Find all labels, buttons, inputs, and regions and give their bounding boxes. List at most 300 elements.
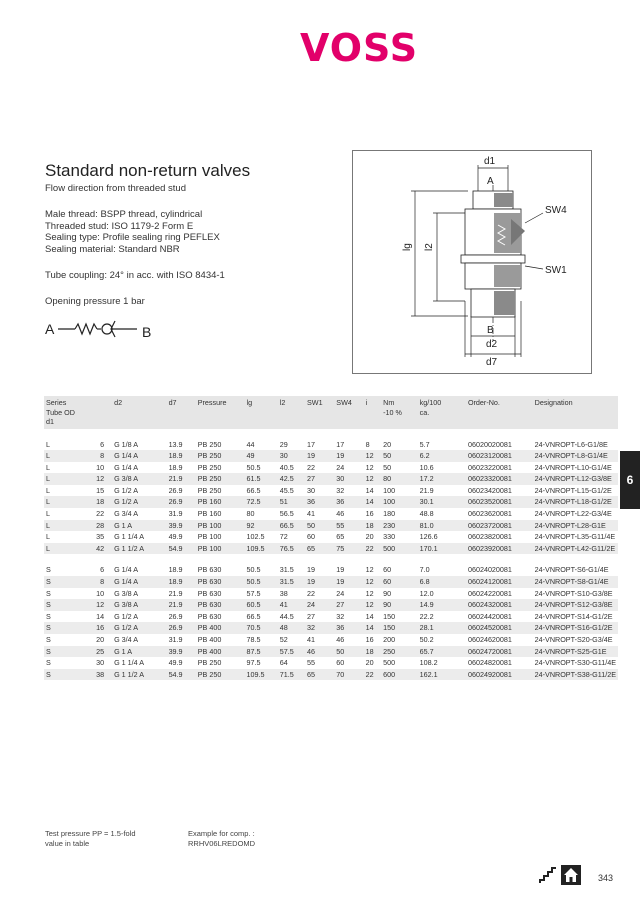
table-cell: 46 xyxy=(336,509,345,519)
table-cell: 24-VNROPT-S20-G3/4E xyxy=(534,635,613,644)
col-pressure: Pressure xyxy=(196,396,245,429)
table-cell: L xyxy=(46,462,50,472)
table-cell: 28.1 xyxy=(418,622,466,634)
table-cell: 31.5 xyxy=(278,576,305,588)
table-cell: 22 xyxy=(364,543,382,555)
table-cell: 22 xyxy=(307,588,316,598)
tube-coupling: Tube coupling: 24° in acc. with ISO 8434-1 xyxy=(45,270,225,281)
valve-body-outline xyxy=(461,191,525,317)
table-cell: 17 xyxy=(336,439,345,449)
table-cell: 19 xyxy=(336,565,345,575)
table-cell: PB 250 xyxy=(197,658,222,668)
table-cell: 06023120081 xyxy=(466,450,533,462)
table-cell: 92 xyxy=(245,520,278,532)
table-cell: 27 xyxy=(334,599,363,611)
table-cell: 126.6 xyxy=(419,532,438,542)
table-cell: 10.6 xyxy=(419,462,434,472)
table-cell: PB 100 xyxy=(196,520,245,532)
table-cell: 21.9 xyxy=(167,599,196,611)
table-cell: S xyxy=(46,635,51,644)
table-cell: 46 xyxy=(305,646,334,658)
dim-lg-label: lg xyxy=(402,243,413,251)
product-table xyxy=(44,396,618,680)
table-cell: 41 xyxy=(307,635,316,644)
table-cell: S xyxy=(46,658,51,668)
table-cell: 90 xyxy=(381,599,417,611)
table-cell: 102.5 xyxy=(246,532,265,542)
table-cell: 60.5 xyxy=(245,599,278,611)
series-l-group xyxy=(44,439,618,555)
table-cell: 24-VNROPT-L8-G1/4E xyxy=(533,450,618,462)
table-cell: 46 xyxy=(336,635,345,644)
table-cell: 24-VNROPT-L15-G1/2E xyxy=(534,485,612,495)
table-cell: 28 xyxy=(94,520,112,532)
table-cell: 12 xyxy=(365,588,374,598)
table-cell: 26.9 xyxy=(167,496,196,508)
table-cell: 16 xyxy=(365,635,374,644)
table-cell: 24-VNROPT-S16-G1/2E xyxy=(533,622,618,634)
spec-sealing-material: Sealing material: Standard NBR xyxy=(45,243,180,255)
table-cell: 66.5 xyxy=(278,520,305,532)
table-cell: 06024020081 xyxy=(467,565,512,575)
table-cell: 57.5 xyxy=(278,646,305,658)
table-cell: 49 xyxy=(245,450,278,462)
flow-direction: Flow direction from threaded stud xyxy=(45,183,186,194)
table-cell: 150 xyxy=(383,611,396,621)
check-valve-symbol xyxy=(45,317,165,344)
table-row xyxy=(44,473,618,485)
col-sw4: SW4 xyxy=(334,396,363,429)
table-cell: 50 xyxy=(381,450,417,462)
col-designation: Designation xyxy=(533,396,618,429)
table-cell: L xyxy=(46,485,50,495)
table-cell: 41 xyxy=(278,599,305,611)
table-cell: 06023820081 xyxy=(467,532,512,542)
table-cell: 39.9 xyxy=(167,520,196,532)
table-cell: 06023420081 xyxy=(467,485,512,495)
table-cell: 36 xyxy=(334,622,363,634)
table-cell: 6.8 xyxy=(418,576,466,588)
table-cell: 41 xyxy=(307,509,316,519)
table-cell: 18.9 xyxy=(167,450,196,462)
table-cell: G 3/8 A xyxy=(112,599,166,611)
table-cell: G 1 1/4 A xyxy=(114,658,145,668)
table-cell: S xyxy=(44,646,94,658)
table-cell: 30 xyxy=(278,450,305,462)
table-cell: 170.1 xyxy=(418,543,466,555)
table-cell: 57.5 xyxy=(246,588,261,598)
table-cell: 13.9 xyxy=(168,439,183,449)
table-cell: PB 250 xyxy=(197,439,222,449)
table-cell: 10 xyxy=(96,462,105,472)
table-row xyxy=(44,531,618,543)
table-header-row xyxy=(44,396,618,429)
opening-pressure: Opening pressure 1 bar xyxy=(45,296,145,307)
table-cell: 600 xyxy=(381,669,417,681)
table-cell: 35 xyxy=(96,532,105,542)
table-cell: 32 xyxy=(336,611,345,621)
table-cell: 50.5 xyxy=(246,462,261,472)
table-cell: 42.5 xyxy=(278,473,305,485)
table-cell: 250 xyxy=(381,646,417,658)
table-cell: 52 xyxy=(279,635,288,644)
table-cell: 25 xyxy=(94,646,112,658)
table-cell: 22 xyxy=(364,669,382,681)
table-cell: 97.5 xyxy=(246,658,261,668)
table-cell: S xyxy=(44,599,94,611)
table-cell: 20 xyxy=(365,658,374,668)
table-cell: 55 xyxy=(307,658,316,668)
table-cell: 8 xyxy=(94,450,112,462)
table-cell: 65 xyxy=(305,669,334,681)
spring-icon xyxy=(75,324,97,334)
table-cell: 06020020081 xyxy=(467,439,512,449)
table-cell: 06024420081 xyxy=(467,611,512,621)
check-valve-symbol-graphic xyxy=(45,317,165,341)
table-cell: 18.9 xyxy=(168,462,183,472)
table-cell: 32 xyxy=(305,622,334,634)
table-row xyxy=(44,576,618,588)
table-cell: 12 xyxy=(94,599,112,611)
table-cell: PB 250 xyxy=(196,450,245,462)
table-cell: 76.5 xyxy=(278,543,305,555)
table-cell: 330 xyxy=(383,532,396,542)
table-cell: 6 xyxy=(100,439,105,449)
table-cell: 48 xyxy=(278,622,305,634)
table-cell: 24 xyxy=(336,588,345,598)
table-cell: 6.2 xyxy=(418,450,466,462)
table-cell: 15 xyxy=(96,485,105,495)
table-cell: 65.7 xyxy=(418,646,466,658)
dim-d1-label: d1 xyxy=(484,156,496,167)
table-row xyxy=(44,646,618,658)
table-cell: 24-VNROPT-L22-G3/4E xyxy=(534,509,612,519)
table-cell: 70 xyxy=(334,669,363,681)
series-s-group xyxy=(44,564,618,680)
table-row xyxy=(44,450,618,462)
table-cell: 06024820081 xyxy=(467,658,512,668)
table-cell: 18 xyxy=(364,646,382,658)
table-cell: 18.9 xyxy=(167,576,196,588)
dim-d7-label: d7 xyxy=(486,357,498,368)
table-cell: 72 xyxy=(279,532,288,542)
table-cell: 30 xyxy=(334,473,363,485)
table-cell: 60 xyxy=(307,532,316,542)
table-row xyxy=(44,657,618,669)
table-cell: S xyxy=(44,669,94,681)
table-cell: 38 xyxy=(279,588,288,598)
table-cell: 14 xyxy=(365,611,374,621)
valve-cross-section xyxy=(353,151,591,373)
table-cell: 31.9 xyxy=(168,635,183,644)
dim-d2-label: d2 xyxy=(486,339,498,350)
table-cell: 20 xyxy=(96,635,105,644)
table-row xyxy=(44,599,618,611)
col-sw1: SW1 xyxy=(305,396,334,429)
table-cell: 44.5 xyxy=(279,611,294,621)
table-cell: 75 xyxy=(334,543,363,555)
spec-list xyxy=(45,209,220,255)
table-cell: 14 xyxy=(364,496,382,508)
table-cell: 24-VNROPT-S38-G11/2E xyxy=(534,669,616,679)
table-cell: 12 xyxy=(365,462,374,472)
example-note: Example for comp. : RRHV06LREDOMD xyxy=(188,829,256,848)
table-cell: 24-VNROPT-L10-G1/4E xyxy=(534,462,612,472)
table-cell: 48.8 xyxy=(419,509,434,519)
dim-sw4-label: SW4 xyxy=(545,205,567,216)
table-cell: 06024120081 xyxy=(466,576,533,588)
table-cell: 24-VNROPT-S10-G3/8E xyxy=(534,588,613,598)
table-cell: PB 630 xyxy=(197,588,222,598)
table-cell: L xyxy=(44,543,94,555)
chapter-tab[interactable]: 6 xyxy=(620,451,640,509)
table-row xyxy=(44,564,618,576)
table-cell: 50 xyxy=(383,462,392,472)
test-pressure-note: Test pressure PP = 1.5-fold value in table xyxy=(45,829,136,848)
table-cell: G 1/4 A xyxy=(112,576,166,588)
table-cell: 19 xyxy=(334,576,363,588)
spec-threaded-stud: Threaded stud: ISO 1179-2 Form E xyxy=(45,220,194,232)
table-cell: G 1/4 A xyxy=(114,565,139,575)
col-weight: kg/100 ca. xyxy=(418,396,466,429)
table-cell: 06024920081 xyxy=(466,669,533,681)
table-cell: 60 xyxy=(336,658,345,668)
table-cell: 22 xyxy=(307,462,316,472)
table-cell: L xyxy=(44,450,94,462)
table-cell: 27 xyxy=(305,473,334,485)
table-cell: PB 250 xyxy=(197,462,222,472)
table-cell: 06023520081 xyxy=(466,496,533,508)
table-cell: 16 xyxy=(365,509,374,519)
table-cell: G 1/2 A xyxy=(114,485,139,495)
table-cell: 31.9 xyxy=(168,509,183,519)
table-cell: 06024520081 xyxy=(466,622,533,634)
table-cell: 54.9 xyxy=(167,543,196,555)
table-cell: 108.2 xyxy=(419,658,438,668)
table-cell: 61.5 xyxy=(245,473,278,485)
table-cell: 100 xyxy=(381,496,417,508)
table-cell: 500 xyxy=(383,658,396,668)
table-cell: 12 xyxy=(364,450,382,462)
table-cell: 21.9 xyxy=(419,485,434,495)
table-cell: 30 xyxy=(307,485,316,495)
table-cell: PB 250 xyxy=(196,473,245,485)
table-cell: G 3/8 A xyxy=(112,473,166,485)
table-cell: 31.5 xyxy=(279,565,294,575)
table-cell: 72.5 xyxy=(245,496,278,508)
table-cell: S xyxy=(44,622,94,634)
table-cell: 100 xyxy=(383,485,396,495)
table-cell: 20 xyxy=(383,439,392,449)
table-cell: 24-VNROPT-L18-G1/2E xyxy=(533,496,618,508)
table-cell: 32 xyxy=(336,485,345,495)
table-row xyxy=(44,508,618,520)
table-row xyxy=(44,496,618,508)
table-cell: 10 xyxy=(96,588,105,598)
home-icon[interactable] xyxy=(561,865,581,885)
table-cell: 60 xyxy=(383,565,392,575)
table-cell: G 1 A xyxy=(112,520,166,532)
table-cell: 17.2 xyxy=(418,473,466,485)
table-cell: PB 250 xyxy=(196,669,245,681)
table-cell: 80 xyxy=(381,473,417,485)
table-cell: 40.5 xyxy=(279,462,294,472)
table-cell: 42 xyxy=(94,543,112,555)
table-cell: G 3/4 A xyxy=(114,509,139,519)
table-cell: 66.5 xyxy=(246,485,261,495)
table-cell: 06023620081 xyxy=(467,509,512,519)
table-cell: 24-VNROPT-L6-G1/8E xyxy=(534,439,608,449)
table-cell: S xyxy=(46,611,51,621)
table-cell: 51 xyxy=(278,496,305,508)
table-cell: PB 160 xyxy=(196,496,245,508)
table-cell: 5.7 xyxy=(419,439,430,449)
table-cell: 65 xyxy=(336,532,345,542)
table-cell: L xyxy=(46,439,50,449)
spec-sealing-type: Sealing type: Profile sealing ring PEFLEX xyxy=(45,232,220,243)
table-cell: 26.9 xyxy=(168,611,183,621)
table-row xyxy=(44,462,618,474)
spec-male-thread: Male thread: BSPP thread, cylindrical xyxy=(45,209,203,220)
table-cell: 81.0 xyxy=(418,520,466,532)
table-row xyxy=(44,543,618,555)
table-cell: L xyxy=(44,473,94,485)
table-cell: PB 630 xyxy=(196,576,245,588)
table-cell: G 1/4 A xyxy=(114,462,139,472)
table-cell: PB 100 xyxy=(196,543,245,555)
table-cell: 49.9 xyxy=(168,532,183,542)
table-cell: 150 xyxy=(381,622,417,634)
table-cell: 90 xyxy=(383,588,392,598)
dim-l2-label: l2 xyxy=(424,243,435,251)
stairs-icon[interactable] xyxy=(538,865,558,885)
table-cell: 24-VNROPT-S25-G1E xyxy=(533,646,618,658)
table-cell: G 1/2 A xyxy=(114,611,139,621)
table-cell: 24-VNROPT-S30-G11/4E xyxy=(534,658,616,668)
table-row xyxy=(44,669,618,681)
col-lg: lg xyxy=(245,396,278,429)
table-cell: 80 xyxy=(246,509,255,519)
table-cell: 12 xyxy=(364,576,382,588)
table-cell: 14 xyxy=(96,611,105,621)
table-cell: 6 xyxy=(100,565,105,575)
table-cell: 14.9 xyxy=(418,599,466,611)
table-cell: PB 160 xyxy=(197,509,222,519)
table-cell: PB 630 xyxy=(196,599,245,611)
table-row xyxy=(44,588,618,600)
page-number: 343 xyxy=(598,873,614,883)
table-cell: L xyxy=(46,509,50,519)
table-cell: 8 xyxy=(94,576,112,588)
table-cell: 06024720081 xyxy=(466,646,533,658)
table-cell: 12 xyxy=(365,565,374,575)
table-cell: G 1 1/2 A xyxy=(112,669,166,681)
table-cell: 24-VNROPT-S8-G1/4E xyxy=(533,576,618,588)
table-cell: 21.9 xyxy=(167,473,196,485)
table-cell: 17 xyxy=(307,439,316,449)
table-cell: 50 xyxy=(305,520,334,532)
table-cell: PB 250 xyxy=(197,485,222,495)
col-d7: d7 xyxy=(167,396,196,429)
table-row xyxy=(44,485,618,497)
table-cell: PB 630 xyxy=(197,565,222,575)
table-cell: PB 630 xyxy=(197,611,222,621)
table-cell: L xyxy=(46,532,50,542)
voss-logo-graphic xyxy=(300,28,440,68)
table-cell: 56.5 xyxy=(279,509,294,519)
table-cell: PB 400 xyxy=(196,622,245,634)
table-cell: 36 xyxy=(305,496,334,508)
table-cell: G 1/2 A xyxy=(112,496,166,508)
table-cell: S xyxy=(46,565,51,575)
table-cell: 21.9 xyxy=(168,588,183,598)
table-cell: 06024620081 xyxy=(467,635,512,644)
table-cell: 06023220081 xyxy=(467,462,512,472)
col-i: i xyxy=(364,396,382,429)
table-cell: 14 xyxy=(364,622,382,634)
table-cell: 109.5 xyxy=(245,543,278,555)
col-nm: Nm -10 % xyxy=(381,396,417,429)
port-b-label: B xyxy=(487,325,494,336)
table-cell: 06024320081 xyxy=(466,599,533,611)
symbol-b-label: B xyxy=(142,324,152,340)
table-cell: 78.5 xyxy=(246,635,261,644)
table-cell: L xyxy=(44,520,94,532)
table-cell: 19 xyxy=(334,450,363,462)
table-cell: 06023920081 xyxy=(466,543,533,555)
table-cell: 54.9 xyxy=(167,669,196,681)
table-cell: 12.0 xyxy=(419,588,434,598)
table-cell: 12 xyxy=(94,473,112,485)
table-cell: 50.2 xyxy=(419,635,434,644)
table-cell: 55 xyxy=(334,520,363,532)
table-cell: 36 xyxy=(334,496,363,508)
table-cell: 24-VNROPT-S14-G1/2E xyxy=(534,611,613,621)
table-cell: 50.5 xyxy=(246,565,261,575)
table-cell: 24-VNROPT-L42-G11/2E xyxy=(533,543,618,555)
table-cell: 180 xyxy=(383,509,396,519)
table-cell: 230 xyxy=(381,520,417,532)
table-cell: 30.1 xyxy=(418,496,466,508)
table-cell: 8 xyxy=(365,439,370,449)
table-cell: 500 xyxy=(381,543,417,555)
port-a-label: A xyxy=(487,176,494,187)
symbol-a-label: A xyxy=(45,321,55,337)
table-cell: PB 100 xyxy=(197,532,222,542)
table-cell: 30 xyxy=(96,658,105,668)
table-cell: 50.5 xyxy=(245,576,278,588)
table-cell: 12 xyxy=(364,599,382,611)
table-cell: 22 xyxy=(96,509,105,519)
table-cell: 16 xyxy=(94,622,112,634)
table-cell: 19 xyxy=(305,576,334,588)
table-cell: 162.1 xyxy=(418,669,466,681)
table-row xyxy=(44,622,618,634)
table-cell: G 1/2 A xyxy=(112,622,166,634)
col-d2: d2 xyxy=(112,396,166,429)
table-cell: G 3/4 A xyxy=(114,635,139,644)
table-row xyxy=(44,520,618,532)
table-cell: 24 xyxy=(336,462,345,472)
table-cell: 200 xyxy=(383,635,396,644)
col-order-no: Order-No. xyxy=(466,396,533,429)
table-cell: PB 400 xyxy=(196,646,245,658)
page-title: Standard non-return valves xyxy=(45,161,251,181)
table-cell: 29 xyxy=(279,439,288,449)
table-cell: 45.5 xyxy=(279,485,294,495)
table-row xyxy=(44,611,618,623)
table-cell: 50 xyxy=(334,646,363,658)
